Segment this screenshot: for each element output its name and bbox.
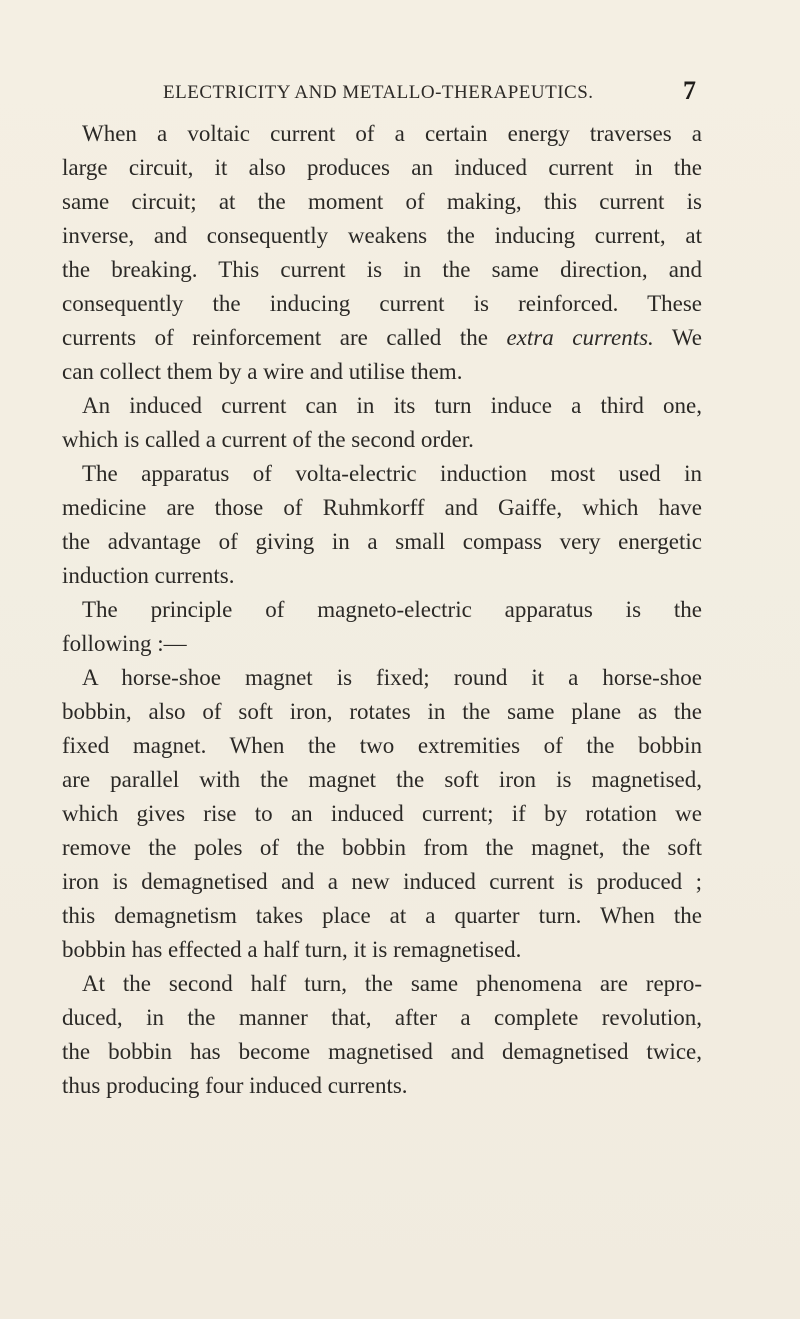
text-line: bobbin has effected a half turn, it is remagnetised. (62, 937, 522, 962)
text-line: When a voltaic current of a certain energy traverses a (82, 121, 702, 146)
text-line: the bobbin has become magnetised and demagnetised twice, (62, 1039, 702, 1064)
text-line: are parallel with the magnet the soft iron is magnetised, (62, 767, 702, 792)
text-line: The principle of magneto-electric apparatus is the (82, 597, 702, 622)
text-line: thus producing four induced currents. (62, 1073, 408, 1098)
text-line: the breaking. This current is in the same direction, and (62, 257, 702, 282)
text-line: can collect them by a wire and utilise them. (62, 359, 463, 384)
running-head: ELECTRICITY AND METALLO-THERAPEUTICS. (163, 82, 594, 103)
text-line: iron is demagnetised and a new induced current is produced ; (62, 869, 702, 894)
text-line: duced, in the manner that, after a complete revolution, (62, 1005, 702, 1030)
text-fragment: We (653, 325, 702, 350)
text-line: same circuit; at the moment of making, this current is (62, 189, 702, 214)
page-number: 7 (683, 76, 696, 105)
text-line: At the second half turn, the same phenomena are repro- (82, 971, 702, 996)
italic-term: extra currents. (506, 325, 654, 350)
text-line: this demagnetism takes place at a quarter turn. When the (62, 903, 702, 928)
text-line: induction currents. (62, 563, 235, 588)
text-line: the advantage of giving in a small compass very energetic (62, 529, 702, 554)
text-line: An induced current can in its turn induce a third one, (82, 393, 702, 418)
text-line: A horse-shoe magnet is fixed; round it a horse-shoe (82, 665, 702, 690)
text-fragment: currents of reinforcement are called the (62, 325, 507, 350)
text-line-with-italic (62, 321, 702, 355)
body-text (62, 117, 702, 1103)
text-line: inverse, and consequently weakens the inducing current, at (62, 223, 702, 248)
text-line: The apparatus of volta-electric induction most used in (82, 461, 702, 486)
text-line: which gives rise to an induced current; if by rotation we (62, 801, 702, 826)
text-line: medicine are those of Ruhmkorff and Gaiffe, which have (62, 495, 702, 520)
text-line: consequently the inducing current is reinforced. These (62, 291, 702, 316)
text-line: remove the poles of the bobbin from the magnet, the soft (62, 835, 702, 860)
text-line: large circuit, it also produces an induced current in the (62, 155, 702, 180)
text-line: following :— (62, 631, 187, 656)
text-line: fixed magnet. When the two extremities of the bobbin (62, 733, 702, 758)
text-line: which is called a current of the second order. (62, 427, 474, 452)
text-line: bobbin, also of soft iron, rotates in the same plane as the (62, 699, 702, 724)
